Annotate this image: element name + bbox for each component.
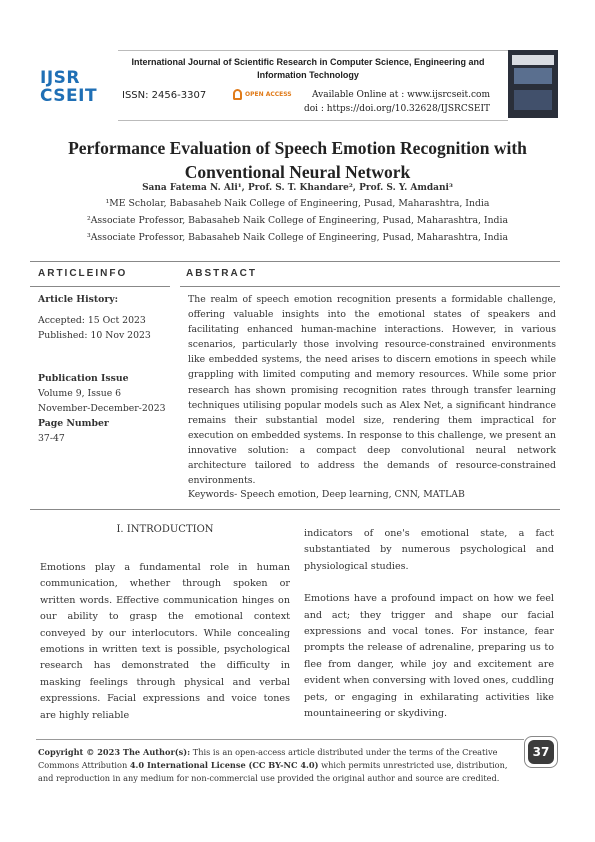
affiliation-2: ²Associate Professor, Babasaheb Naik College of Engineering, Pusad, Maharashtra, India xyxy=(86,215,509,226)
journal-logo xyxy=(40,68,108,110)
body-paragraph: Emotions have a profound impact on how we feel and act; they trigger and shape our facial expressions and vocal tones. For instance, fear prompts the release of adrenaline, preparing us to flee from danger, while joy and excitement are evident when conversing with loved ones, cuddling pets, or engaging in exhilarating activities like mountaineering or skydiving. xyxy=(304,593,554,720)
doi-link[interactable]: doi : https://doi.org/10.32628/IJSRCSEIT xyxy=(303,104,490,114)
copyright-label: Copyright © 2023 The Author(s): xyxy=(38,747,191,757)
page-number-label: Page Number xyxy=(38,418,109,429)
journal-title: International Journal of Scientific Research in Computer Science, Engineering and Information Technology xyxy=(131,57,485,80)
divider xyxy=(30,261,560,262)
article-history-label: Article History: xyxy=(38,294,119,305)
article-info-heading: ARTICLEINFO xyxy=(38,268,128,279)
open-access-lock-icon xyxy=(233,89,242,100)
keywords: Keywords- Speech emotion, Deep learning, CNN, MATLAB xyxy=(188,489,465,500)
author-list: Sana Fatema N. Ali¹, Prof. S. T. Khandare², Prof. S. Y. Amdani³ xyxy=(142,183,453,193)
journal-cover-image xyxy=(508,50,558,118)
copyright-text-end: which permits unrestricted use, distribution, and reproduction in any medium for non-commercial use provided the original author and source are credited. xyxy=(38,760,508,783)
abstract-text: The realm of speech emotion recognition presents a formidable challenge, offering valuable insights into the emotional states of speakers and facilitating enhanced human-machine interactions. However, in various scenarios, particularly those involving resource-constrained environments like embedded systems, the need arises to discern emotions in speech while grappling with limited computing and memory resources. While some prior research has shown promising recognition rates through transfer learning techniques utilising popular models such as Alex Net, a significant hindrance remains their substantial model size, rendering them impractical for execution on embedded systems. In response to this challenge, we present an innovative solution: a compact deep convolutional neural network architecture tailored to address the demands of resource-constrained environments. xyxy=(188,294,556,487)
body-column-left: Emotions play a fundamental role in human communication, whether through spoken or written words. Effective communication hinges on our ability to grasp the emotional context conveyed by our interlocutors. While concealing emotions in written text is possible, psychological research has demonstrated the difficulty in masking feelings through physical and verbal expressions. Facial expressions and voice tones are highly reliable xyxy=(40,562,290,721)
body-paragraph: indicators of one's emotional state, a fact substantiated by numerous psychological and physiological studies. xyxy=(304,528,554,572)
divider xyxy=(180,286,560,287)
section-heading-introduction: I. INTRODUCTION xyxy=(116,524,214,535)
availability-info xyxy=(304,88,490,116)
paper-title: Performance Evaluation of Speech Emotion Recognition with Conventional Neural Network xyxy=(68,138,527,182)
logo-text-top: IJSR xyxy=(40,68,80,88)
logo-text-bottom: CSEIT xyxy=(40,86,98,106)
available-online[interactable]: Available Online at : www.ijsrcseit.com xyxy=(311,90,490,100)
journal-header xyxy=(38,50,558,122)
open-access-badge xyxy=(233,88,313,104)
header-top-rule xyxy=(118,50,508,51)
divider xyxy=(30,286,170,287)
affiliation-3: ³Associate Professor, Babasaheb Naik College of Engineering, Pusad, Maharashtra, India xyxy=(86,232,509,243)
copyright-notice xyxy=(38,746,520,785)
copyright-text: This is an open-access article distributed under the terms of the Creative Commons Attribution xyxy=(38,747,498,770)
license-link[interactable]: 4.0 International License (CC BY-NC 4.0) xyxy=(129,760,319,770)
article-info xyxy=(38,292,178,446)
issn: ISSN: 2456-3307 xyxy=(122,90,207,101)
footer-rule xyxy=(36,739,524,740)
header-bottom-rule xyxy=(118,120,508,121)
page-number: 37 xyxy=(528,740,554,764)
affiliation-1: ¹ME Scholar, Babasaheb Naik College of Engineering, Pusad, Maharashtra, India xyxy=(105,198,490,209)
publication-issue-label: Publication Issue xyxy=(38,373,129,384)
volume-issue: Volume 9, Issue 6 xyxy=(38,388,122,399)
published-date: Published: 10 Nov 2023 xyxy=(38,330,151,341)
body-column-right xyxy=(304,526,554,738)
abstract-heading: ABSTRACT xyxy=(186,268,257,279)
page-range: 37-47 xyxy=(38,433,65,444)
issue-date: November-December-2023 xyxy=(38,403,166,414)
open-access-label: OPEN ACCESS xyxy=(245,91,292,98)
divider xyxy=(30,509,560,510)
accepted-date: Accepted: 15 Oct 2023 xyxy=(38,315,146,326)
